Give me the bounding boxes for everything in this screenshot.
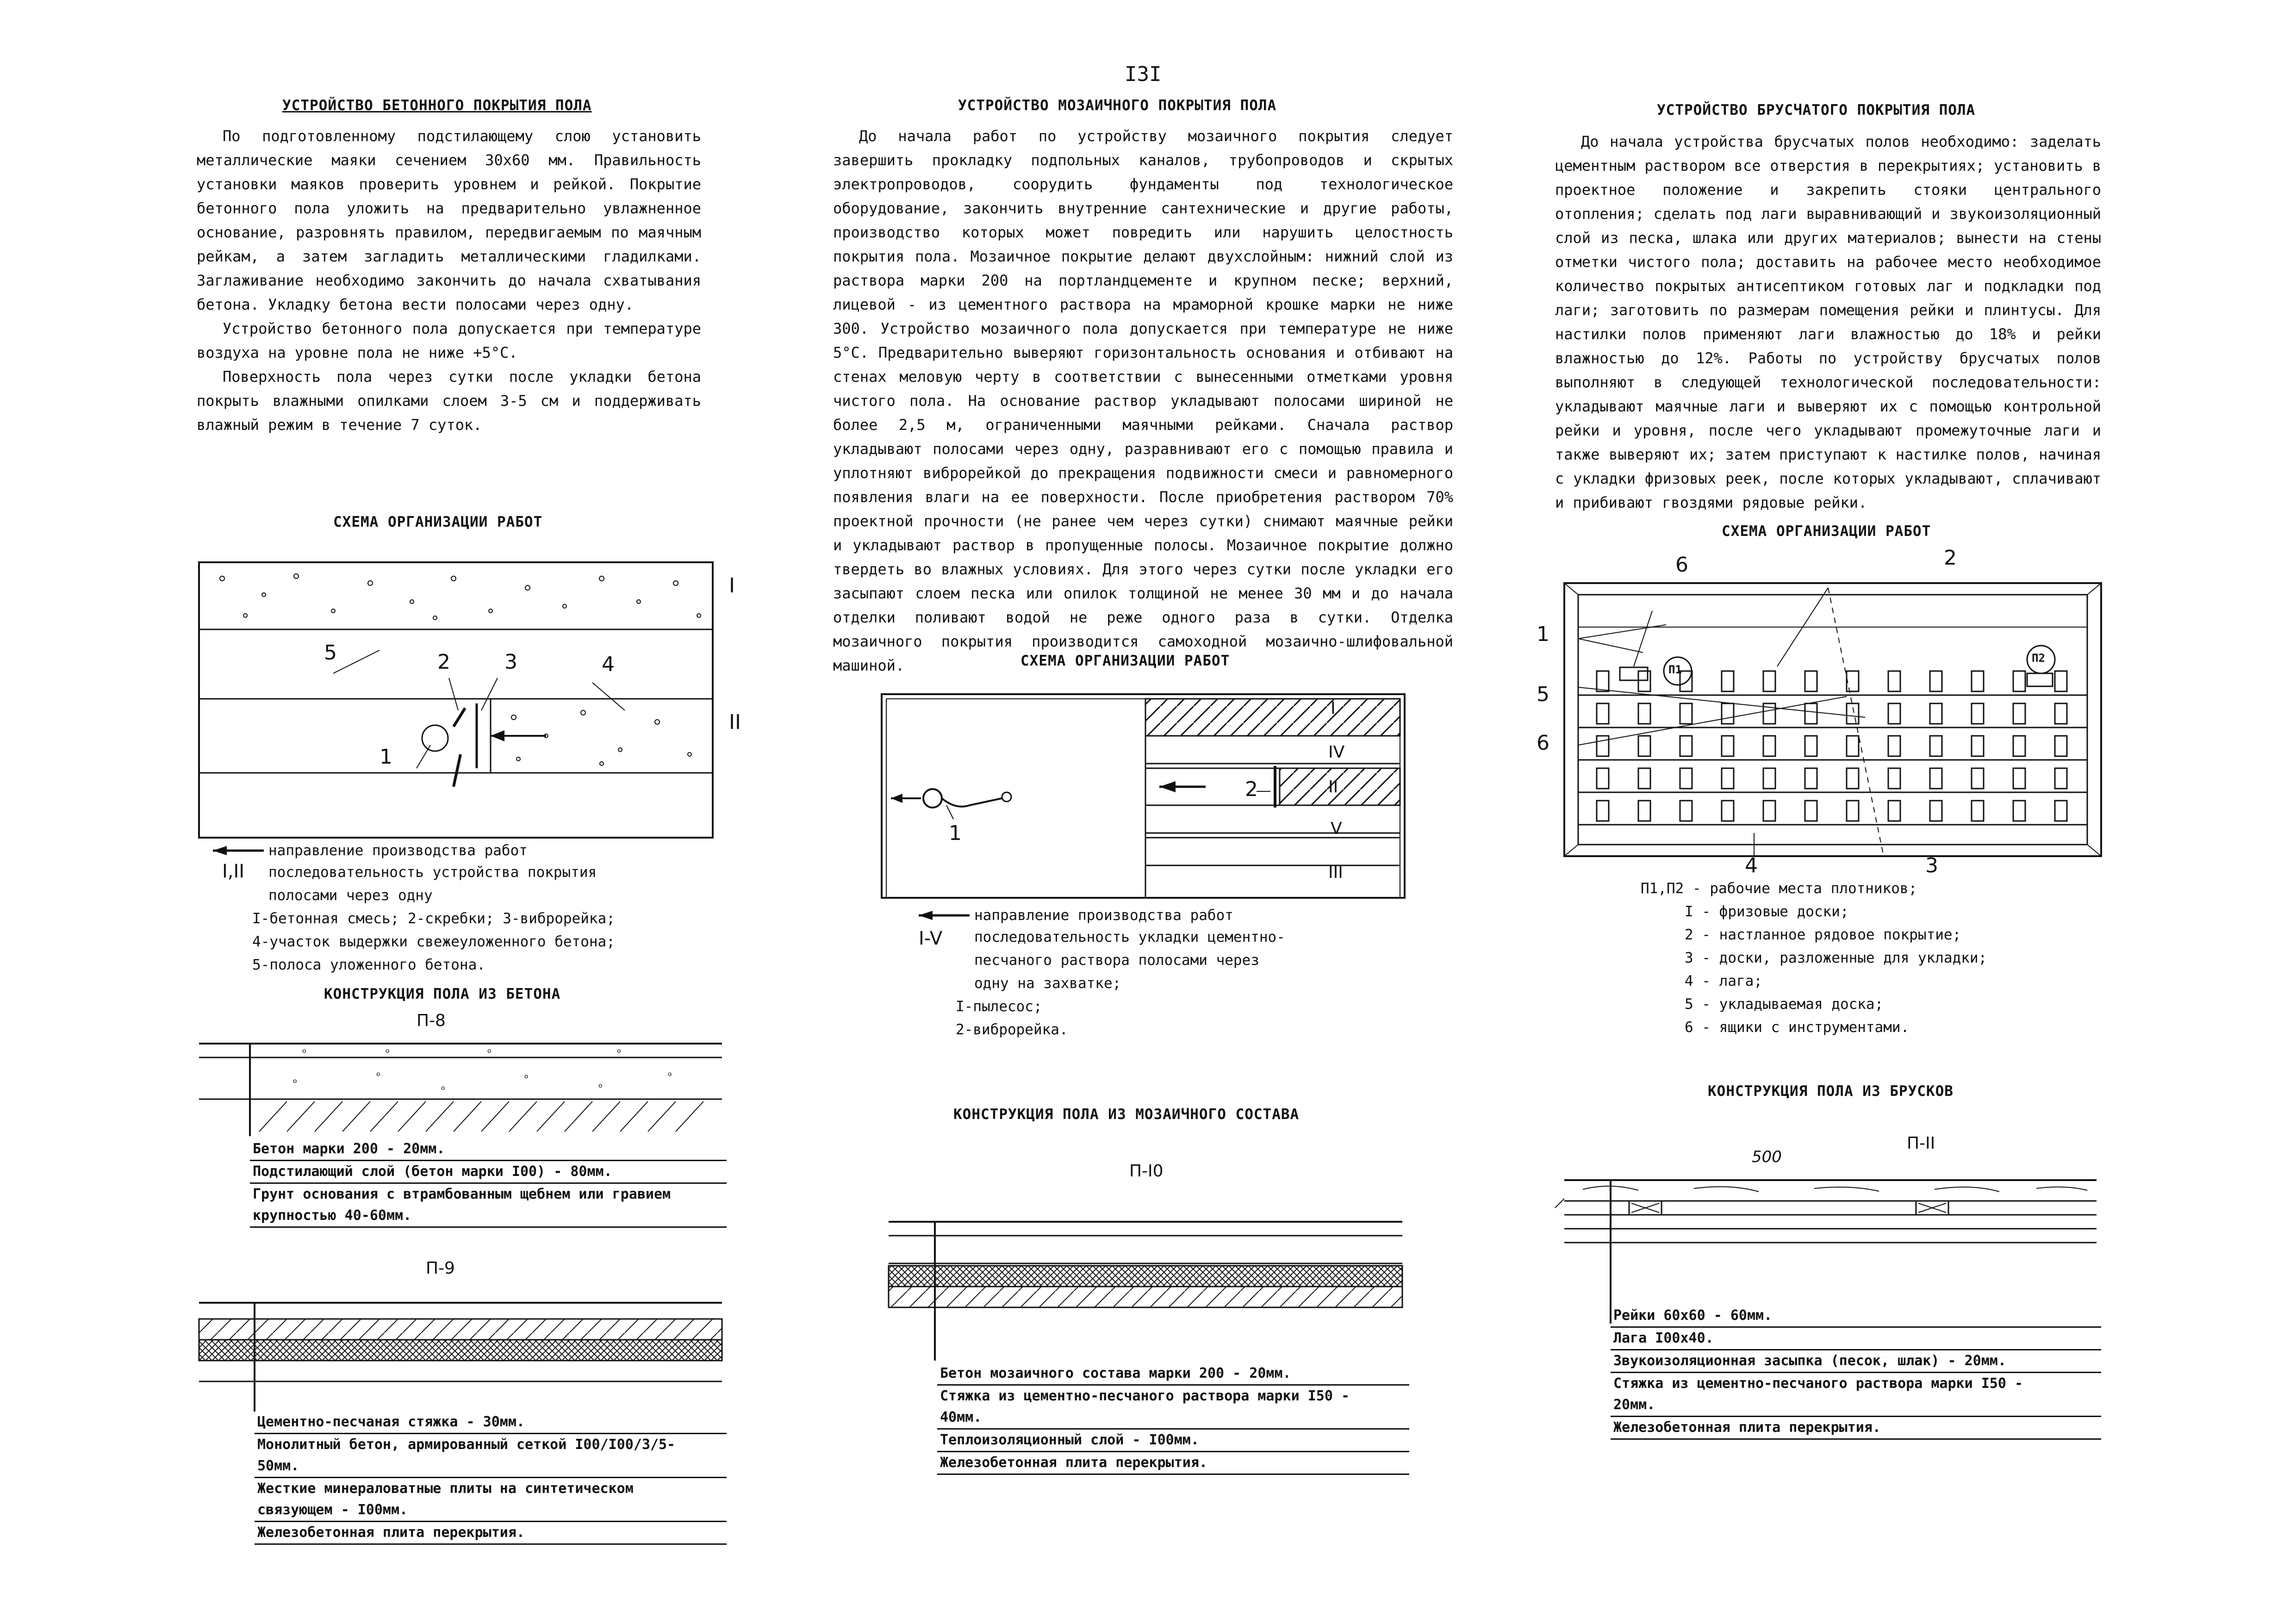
board-mark (1597, 671, 1609, 691)
col2-scheme-roman: V (1331, 819, 1342, 838)
p10-layer: Стяжка из цементно-песчаного раствора марки I50 - (940, 1388, 1350, 1404)
board-mark (1597, 801, 1609, 821)
col3-title: УСТРОЙСТВО БРУСЧАТОГО ПОКРЫТИЯ ПОЛА (1657, 102, 1976, 118)
col3-legend-p-text: рабочие места плотников; (1710, 880, 1917, 897)
p11-layer: Стяжка из цементно-песчаного раствора марки I50 - (1613, 1375, 2023, 1392)
svg-text:ₒ: ₒ (597, 1077, 604, 1090)
col3-legend-item: 6 - ящики с инструментами. (1685, 1019, 1910, 1036)
p10-layer: Теплоизоляционный слой - I00мм. (937, 1430, 1409, 1452)
board-mark (2013, 671, 2025, 691)
page-number: I3I (1125, 62, 1162, 86)
p8-layer: Грунт основания с втрамбованным щебнем или гравием (253, 1186, 671, 1202)
col3-construction-title: КОНСТРУКЦИЯ ПОЛА ИЗ БРУСКОВ (1708, 1083, 1954, 1100)
board-mark (1805, 768, 1817, 789)
p10-layer: Бетон мозаичного состава марки 200 - 20мм. (937, 1363, 1409, 1386)
arrow-icon (213, 846, 268, 855)
svg-text:ₒ: ₒ (384, 1043, 391, 1056)
board-mark (1847, 801, 1859, 821)
svg-text:ₒ: ₒ (301, 1043, 308, 1056)
col1-paragraph: Поверхность пола через сутки после укладки бетона покрыть влажными опилками слоем 3-5 см и поддерживать влажный режим в течение 7 суток. (197, 368, 701, 434)
p8-layer: крупностью 40-60мм. (250, 1205, 727, 1228)
p9-section-drawing (199, 1296, 731, 1412)
col2-scheme-title: СХЕМА ОРГАНИЗАЦИИ РАБОТ (1020, 653, 1230, 669)
col2-legend-arrow: направление производства работ (974, 907, 1233, 924)
svg-text:ₒ: ₒ (486, 1043, 493, 1056)
p10-label: П-I0 (1129, 1162, 1164, 1181)
p9-layer: связующем - I00мм. (255, 1499, 727, 1522)
board-mark (1638, 703, 1650, 724)
col3-legend-item: 2 - настланное рядовое покрытие; (1685, 927, 1961, 943)
svg-text:ₒ: ₒ (440, 1080, 447, 1093)
p11-layer: 20мм. (1611, 1394, 2101, 1417)
p11-layer-captions (1611, 1305, 2101, 1440)
board-mark (2055, 768, 2067, 789)
col1-legend-seq-symbol: I,II (222, 861, 245, 882)
board-mark (1888, 736, 1900, 756)
col1-legend-seq-line: полосами через одну (268, 887, 433, 904)
board-mark (1888, 768, 1900, 789)
svg-text:ₒ: ₒ (616, 1043, 622, 1056)
col1-legend-seq (268, 861, 597, 907)
col3-scheme-workplace: П2 (2032, 652, 2045, 665)
board-mark (1638, 736, 1650, 756)
board-mark (1972, 671, 1984, 691)
col2-construction-title: КОНСТРУКЦИЯ ПОЛА ИЗ МОЗАИЧНОГО СОСТАВА (953, 1106, 1300, 1123)
col2-legend-item: 2-виброрейка. (956, 1021, 1068, 1038)
col2-legend-seq-line: последовательность укладки цементно- (974, 929, 1285, 945)
col2-scheme-roman: IV (1328, 743, 1345, 762)
col1-scheme-label: 1 (380, 745, 392, 769)
col1-scheme-label: 5 (324, 641, 337, 665)
board-mark (2055, 671, 2067, 691)
col1-scheme-label: 2 (437, 650, 450, 674)
col2-legend-items (956, 995, 1068, 1041)
board-mark (2055, 801, 2067, 821)
board-mark (1638, 801, 1650, 821)
col3-scheme-title: СХЕМА ОРГАНИЗАЦИИ РАБОТ (1722, 523, 1931, 540)
col2-scheme-roman: III (1328, 863, 1343, 882)
col1-scheme-drawing (194, 551, 731, 852)
board-mark (1805, 801, 1817, 821)
col3-legend-item: 4 - лага; (1685, 973, 1762, 989)
p11-layer: Звукоизоляционная засыпка (песок, шлак) - 20мм. (1611, 1350, 2101, 1373)
board-mark (1847, 768, 1859, 789)
col1-construction-title: КОНСТРУКЦИЯ ПОЛА ИЗ БЕТОНА (324, 986, 561, 1002)
col2-title: УСТРОЙСТВО МОЗАИЧНОГО ПОКРЫТИЯ ПОЛА (958, 97, 1277, 114)
col3-scheme-label: 2 (1944, 546, 1957, 570)
board-mark (1722, 671, 1734, 691)
col3-legend-item: I - фризовые доски; (1685, 903, 1849, 920)
board-mark (1847, 671, 1859, 691)
col2-legend-item: I-пылесос; (956, 998, 1042, 1015)
p10-layer: Железобетонная плита перекрытия. (937, 1452, 1409, 1475)
col2-legend-seq-line: одну на захватке; (974, 975, 1121, 992)
board-mark (1930, 671, 1942, 691)
board-mark (1930, 801, 1942, 821)
board-mark (1597, 736, 1609, 756)
p8-label: П-8 (417, 1011, 446, 1030)
p9-layer: Железобетонная плита перекрытия. (255, 1522, 727, 1545)
col3-text (1555, 130, 2101, 515)
board-mark (2055, 703, 2067, 724)
col1-scheme-label: 3 (504, 650, 517, 674)
board-mark (2055, 736, 2067, 756)
p9-layer: Монолитный бетон, армированный сеткой I00/I00/3/5- (257, 1436, 676, 1453)
p10-section-drawing (889, 1217, 1412, 1361)
p9-layer-captions (255, 1412, 727, 1545)
board-mark (1972, 736, 1984, 756)
svg-text:ₒ: ₒ (666, 1066, 673, 1079)
svg-text:ₒ: ₒ (292, 1073, 299, 1086)
board-mark (1597, 703, 1609, 724)
col1-scheme-label: 4 (602, 653, 615, 676)
p11-section-drawing (1555, 1171, 2106, 1324)
col3-legend-item: 5 - укладываемая доска; (1685, 996, 1884, 1013)
board-mark (2013, 768, 2025, 789)
board-mark (1805, 736, 1817, 756)
board-mark (1680, 736, 1692, 756)
col3-scheme-drawing (1560, 574, 2106, 861)
col3-scheme-label: 3 (1925, 854, 1938, 877)
board-mark (1972, 768, 1984, 789)
col3-scheme-label: 1 (1537, 622, 1549, 646)
col3-scheme-label: 6 (1675, 553, 1688, 577)
board-mark (1597, 768, 1609, 789)
col1-legend-seq-line: последовательность устройства покрытия (268, 864, 597, 881)
p11-dimension: 500 (1752, 1148, 1782, 1166)
col2-legend-seq-line: песчаного раствора полосами через (974, 952, 1259, 969)
col2-paragraph: До начала работ по устройству мозаичного покрытия следует завершить прокладку подпольных каналов, трубопроводов и скрытых электропроводов, соорудить фундаменты под технологическое оборудование, закончить внутренние сантехнические и другие работы, производство которых может повредить или нарушить целостность покрытия пола. Мозаичное покрытие делают двухслойным: нижний слой из раствора марки 200 на портландцементе и крупном песке; верхний, лицевой - из цементного раствора на мраморной крошке марки не ниже 300. Устройство мозаичного пола допускается при температуре не ниже 5°С. Предварительно выверяют горизонтальность основания и отбивают на стенах меловую черту в соответствии с вынесенными отметками уровня чистого пола. На основание раствор укладывают полосами шириной не более 2,5 м, ограниченными маячными рейками. Сначала раствор укладывают полосами через одну, разравнивают его с помощью правила и уплотняют виброрейкой до прекращения подвижности смеси и равномерного появления влаги на ее поверхности. После приобретения раствором 70% проектной прочности (не ранее чем через сутки) снимают маячные рейки и укладывают раствор в пропущенные полосы. Мозаичное покрытие должно твердеть во влажных условиях. Для этого через сутки после укладки его засыпают слоем песка или опилок толщиной не менее 30 мм и до начала отделки поливают водой не реже одного раза в сутки. Отделка мозаичного покрытия производится самоходной мозаично-шлифовальной машиной. (833, 127, 1453, 674)
board-mark (1888, 801, 1900, 821)
p8-layer: Бетон марки 200 - 20мм. (250, 1138, 727, 1161)
board-mark (1930, 736, 1942, 756)
board-mark (1847, 736, 1859, 756)
col3-scheme-workplace: П1 (1668, 663, 1682, 676)
p9-layer: Цементно-песчаная стяжка - 30мм. (255, 1412, 727, 1434)
col2-scheme-roman: II (1328, 777, 1338, 796)
p10-layer: 40мм. (937, 1407, 1409, 1430)
arrow-icon (919, 911, 974, 920)
board-mark (1680, 768, 1692, 789)
svg-text:ₒ: ₒ (375, 1066, 382, 1079)
svg-text:ₒ: ₒ (523, 1068, 530, 1081)
p8-section-drawing (199, 1039, 731, 1136)
board-mark (1972, 703, 1984, 724)
board-mark (1763, 801, 1775, 821)
col1-scheme-title: СХЕМА ОРГАНИЗАЦИИ РАБОТ (333, 514, 543, 530)
board-mark (1805, 671, 1817, 691)
board-mark (1722, 703, 1734, 724)
board-mark (1638, 671, 1650, 691)
board-mark (1888, 703, 1900, 724)
col1-legend-item: 5-полоса уложенного бетона. (252, 957, 485, 973)
p8-layer-captions (250, 1138, 727, 1228)
board-mark (1722, 801, 1734, 821)
board-mark (2013, 736, 2025, 756)
p10-layer-captions (937, 1363, 1409, 1475)
p11-layer: Лага I00х40. (1611, 1328, 2101, 1350)
col2-scheme-label: 2 (1245, 777, 1258, 801)
board-mark (1722, 736, 1734, 756)
col2-legend-seq-symbol: I-V (919, 928, 943, 949)
col2-text (833, 124, 1453, 678)
col3-legend-item: 3 - доски, разложенные для укладки; (1685, 950, 1987, 966)
col1-legend-item: 4-участок выдержки свежеуложенного бетона; (252, 933, 615, 950)
p9-label: П-9 (426, 1259, 455, 1278)
board-mark (2013, 801, 2025, 821)
p11-label: П-II (1907, 1134, 1935, 1153)
board-mark (1763, 768, 1775, 789)
p8-layer: Подстилающий слой (бетон марки I00) - 80мм. (250, 1161, 727, 1184)
col3-scheme-label: 5 (1537, 683, 1549, 706)
col1-legend-items (252, 907, 615, 976)
board-mark (1680, 801, 1692, 821)
col1-legend-item: I-бетонная смесь; 2-скребки; 3-виброрейка; (252, 910, 615, 927)
col3-scheme-label: 4 (1745, 854, 1758, 877)
col3-legend (1641, 877, 1917, 900)
col1-text (197, 124, 701, 437)
p9-layer: Жесткие минераловатные плиты на синтетическом (257, 1480, 634, 1497)
board-mark (1930, 703, 1942, 724)
board-mark (1888, 671, 1900, 691)
col1-paragraph: Устройство бетонного пола допускается при температуре воздуха на уровне пола не ниже +5°С. (197, 320, 701, 361)
col2-scheme-roman: I (1331, 699, 1336, 718)
col1-scheme-roman: II (729, 710, 741, 734)
col2-scheme-label: 1 (949, 821, 962, 845)
col1-legend-arrow: направление производства работ (268, 842, 528, 859)
board-mark (1722, 768, 1734, 789)
board-mark (1847, 703, 1859, 724)
board-mark (1763, 671, 1775, 691)
col3-scheme-label: 6 (1537, 731, 1549, 755)
board-mark (1930, 768, 1942, 789)
p9-layer: 50мм. (255, 1455, 727, 1478)
board-mark (1972, 801, 1984, 821)
col1-scheme-roman: I (729, 574, 735, 597)
board-mark (1680, 703, 1692, 724)
col3-paragraph: До начала устройства брусчатых полов необходимо: заделать цементным раствором все отверстия в перекрытиях; установить в проектное положение и закрепить стояки центрального отопления; сделать под лаги выравнивающий и звукоизоляционный слой из песка, шлака или других материалов; вынести на стены отметки чистого пола; доставить на рабочее место необходимое количество покрытых антисептиком готовых лаг и подкладки под лаги; заготовить по размерам помещения рейки и плинтусы. Для настилки полов применяют лаги влажностью до 18% и рейки влажностью до 12%. Работы по устройству брусчатых полов выполняют в следующей технологической последовательности: укладывают маячные лаги и выверяют их с помощью контрольной рейки и уровня, после чего укладывают промежуточные лаги и также выверяют их; затем приступают к настилке полов, начиная с укладки фризовых реек, после которых укладывают, сплачивают и прибивают гвоздями рядовые рейки. (1555, 133, 2101, 511)
col1-title: УСТРОЙСТВО БЕТОННОГО ПОКРЫТИЯ ПОЛА (282, 97, 592, 114)
col2-legend-seq (974, 926, 1285, 995)
board-mark (1638, 768, 1650, 789)
p11-layer: Железобетонная плита перекрытия. (1611, 1417, 2101, 1440)
p11-layer: Рейки 60х60 - 60мм. (1611, 1305, 2101, 1328)
col3-legend-p-symbol: П1,П2 - (1641, 880, 1701, 897)
col3-legend-items (1685, 900, 1987, 1039)
col1-paragraph: По подготовленному подстилающему слою установить металлические маяки сечением 30х60 мм. Правильность установки маяков проверить уровнем и рейкой. Покрытие бетонного пола уложить на предварительно увлажненное основание, разровнять правилом, передвигаемым по маячным рейкам, а затем загладить металлическими гладилками. Заглаживание необходимо закончить до начала схватывания бетона. Укладку бетона вести полосами через одну. (197, 127, 701, 313)
board-mark (1805, 703, 1817, 724)
board-mark (1763, 736, 1775, 756)
board-mark (2013, 703, 2025, 724)
